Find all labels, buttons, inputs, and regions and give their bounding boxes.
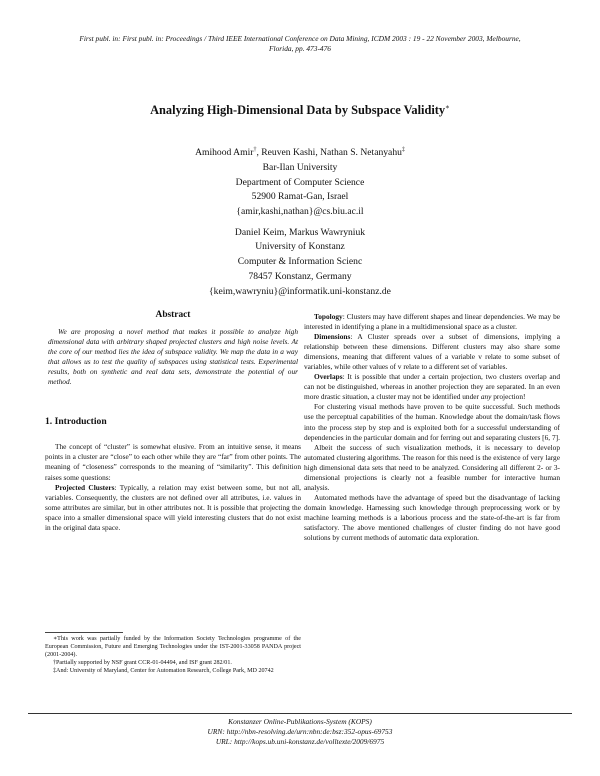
footnote-rule [45, 632, 123, 633]
left-column [45, 310, 301, 533]
affiliation-line: Computer & Information Scienc [237, 256, 363, 268]
author-block [20, 143, 580, 299]
right-column [304, 312, 560, 543]
paragraph-text: projection! [491, 392, 526, 402]
footnote: ‡And: University of Maryland, Center for Automation Research, College Park, MD 20742 [53, 668, 274, 675]
footer-line: Konstanzer Online-Publikations-System (KOPS) [228, 717, 372, 726]
repository-footer [150, 717, 450, 746]
author-name: , Reuven Kashi, Nathan S. Netanyahu [256, 147, 402, 159]
paragraph: Automated methods have the advantage of speed but the disadvantage of lacking domain knowledge. Harnessing such knowledge through preprocessing work or by machine learning methods is a laborious process and the state-of-the-art is far from satisfactory. The above mentioned challenges of cluster finding do not have good solutions by current methods of automatic data exploration. [304, 492, 560, 543]
section-heading-introduction: 1. Introduction [45, 416, 107, 428]
run-in-heading: Projected Clusters [55, 482, 115, 492]
author-names-2: Daniel Keim, Markus Wawryniuk [234, 226, 366, 238]
author-email: {keim,wawryniu}@informatik.uni-konstanz.de [209, 285, 391, 297]
run-in-heading: Dimensions [314, 332, 351, 342]
paragraph: Albeit the success of such visualization methods, it is necessary to develop automated clustering algorithms. The reason for this need is the existence of very large high dimensional data sets that need to be analyzed. Considering all different 2- or 3-dimensional projections is clearly not a feasible number for interactive human analysis. [304, 442, 560, 492]
affiliation-line: Bar-Ilan University [262, 161, 338, 173]
paragraph: For clustering visual methods have proven to be quite successful. Such methods use the perceptual capabilities of the human. Knowledge about the domain/task flows into the process step by step and is exploited both for a successful understanding of dependencies in the particular domain and for ferring out and separating clusters [6, 7]. [304, 402, 560, 442]
abstract-body: We are proposing a novel method that makes it possible to analyze high dimensional data with arbitrary shaped projected clusters and high noise levels. At the core of our method lies the idea of subspace validity. We map the data in a way that allows us to test the quality of subspaces using statistical tests. Experimental results, both on synthetic and real data sets, demonstrate the potential of our method. [48, 327, 298, 387]
footer-rule [28, 713, 572, 714]
publication-info-line: First publ. in: First publ. in: Proceedings / Third IEEE International Conference on Data Mining, ICDM 2003 : 19 - 22 November 2003, Melbourne, [79, 34, 521, 43]
footnote: †Partially supported by NSF grant CCR-01-04494, and ISF grant 282/01. [53, 660, 232, 667]
abstract-heading: Abstract [155, 310, 191, 320]
paragraph: The concept of “cluster” is somewhat elusive. From an intuitive sense, it means points in a cluster are “close” to each other while they are “far” from other points. The meaning of “closeness” corresponds to the meaning of “similarity”. This definition raises some questions: [45, 442, 301, 482]
paragraph-text: : Typically, a relation may exist between some, but not all, variables. Consequently, the clusters are not defined over all attributes, i.e. values in some attributes are similar, but in other attributes not. It is possible that projecting the space into a smaller dimensional space will yield interesting clusters that do not exist in the original data space. [45, 482, 301, 532]
paper-title-text: Analyzing High-Dimensional Data by Subspace Validity [150, 103, 446, 118]
footnote-mark: ‡ [401, 147, 405, 153]
affiliation-line: Department of Computer Science [235, 176, 365, 188]
publication-info-line: Florida, pp. 473-476 [269, 44, 331, 53]
paragraph-text: : It is possible that under a certain projection, two clusters overlap and can not be distinguished, whereas in another projection they are separated. In an even more drastic situation, a cluster may not be identified under [304, 372, 560, 402]
title-footnote-mark: ∗ [445, 103, 450, 111]
publication-info [28, 34, 572, 54]
run-in-heading: Topology [314, 312, 343, 321]
paragraph-overlaps [304, 372, 560, 402]
author-names-1 [20, 143, 580, 161]
paragraph-dimensions [304, 332, 560, 372]
affiliation-line: 78457 Konstanz, Germany [248, 270, 352, 282]
footnotes [45, 632, 301, 675]
emphasis: any [480, 392, 492, 402]
footer-urn: URN: http://nbn-resolving.de/urn:nbn:de:bsz:352-opus-69753 [207, 726, 393, 736]
paper-title [20, 103, 580, 118]
paragraph-text: : Clusters may have different shapes and linear dependencies. We may be interested in identifying a plane in a multidimensional space as a cluster. [304, 312, 560, 332]
paragraph-topology [304, 312, 560, 332]
affiliation-line: 52900 Ramat-Gan, Israel [251, 191, 349, 203]
author-email: {amir,kashi,nathan}@cs.biu.ac.il [236, 206, 364, 217]
footnote-mark: † [253, 147, 257, 153]
footnote: ∗This work was partially funded by the Information Society Technologies programme of the European Commission, Future and Emerging Technologies under the IST-2001-33058 PANDA project (2001-2004). [45, 636, 301, 659]
run-in-heading: Overlaps [314, 372, 343, 382]
footer-url: URL: http://kops.ub.uni-konstanz.de/volltexte/2009/6975 [215, 736, 385, 746]
author-name: Amihood Amir [195, 147, 254, 159]
paragraph-projected-clusters [45, 483, 301, 533]
paragraph-text: : A Cluster spreads over a subset of dimensions, implying a relationship between these dimensions. Different clusters may also share some dimensions, meaning that different values of a variable v relate to some subset of variables, while other values of v relate to a different set of variables. [304, 332, 560, 372]
affiliation-line: University of Konstanz [255, 241, 345, 253]
